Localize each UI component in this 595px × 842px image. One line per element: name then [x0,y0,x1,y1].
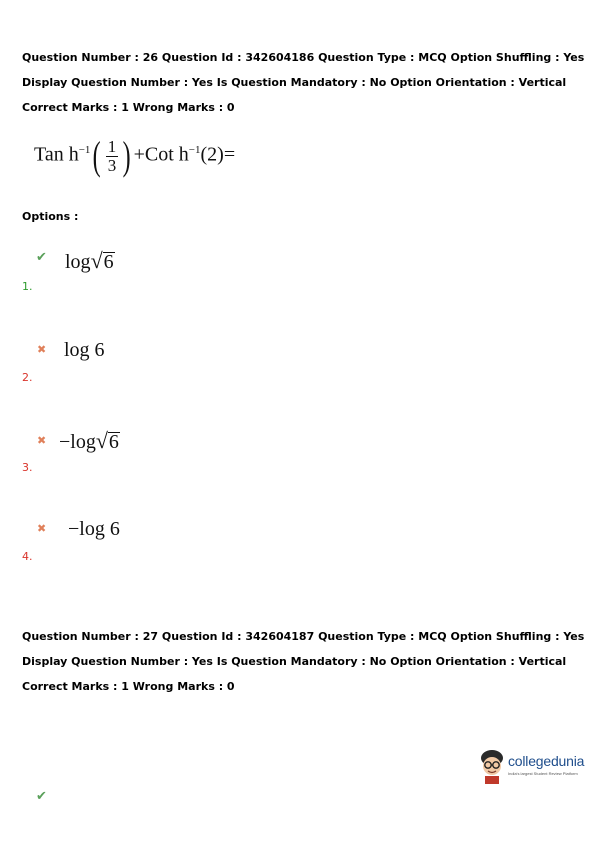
formula-inverse-exponent: −1 [78,143,91,156]
q27-info-line-2: Display Question Number : Yes Is Question Mandatory : No Option Orientation : Vertical [22,655,567,668]
formula-inverse-exponent-2: −1 [188,143,201,156]
formula-right-paren: ) [122,133,131,178]
collegedunia-logo [478,748,588,784]
q26-info-line-2: Display Question Number : Yes Is Question Mandatory : No Option Orientation : Vertical [22,76,567,89]
formula-coth: Cot h [144,143,189,166]
q26-info-line-1: Question Number : 26 Question Id : 342604186 Question Type : MCQ Option Shuffling : Yes [22,51,585,64]
cross-icon: ✖ [37,522,47,535]
formula-equals: = [223,143,236,166]
formula-numerator: 1 [107,136,117,156]
formula-left-paren: ( [93,133,102,178]
formula-plus: + [133,143,145,166]
cross-icon: ✖ [37,434,47,447]
option-1-radicand: 6 [103,251,114,273]
q27-info-line-3: Correct Marks : 1 Wrong Marks : 0 [22,680,235,693]
option-3-radicand: 6 [108,431,119,453]
check-icon: ✔ [36,250,47,265]
logo-tagline: India's largest Student Review Platform [508,771,578,776]
option-2-text: log 6 [64,339,105,361]
student-mascot-icon [478,748,508,784]
option-1-sqrt: √6 [90,248,114,273]
check-icon: ✔ [36,789,47,804]
option-3-text [59,428,120,454]
option-4-number: 4. [22,550,33,563]
option-3-prefix: −log [59,431,96,453]
cross-icon: ✖ [37,343,47,356]
q26-info-line-3: Correct Marks : 1 Wrong Marks : 0 [22,101,235,114]
option-4-text: −log 6 [68,518,120,540]
option-2-number: 2. [22,371,33,384]
formula-denominator: 3 [107,155,117,175]
formula-tanh: Tan h [34,143,79,166]
option-1-number: 1. [22,280,33,293]
options-label: Options : [22,210,79,223]
option-1-text [65,248,115,274]
q26-question-formula [34,133,236,178]
option-3-sqrt: √6 [95,428,119,453]
q27-info-line-1: Question Number : 27 Question Id : 342604187 Question Type : MCQ Option Shuffling : Yes [22,630,585,643]
option-3-number: 3. [22,461,33,474]
option-1-prefix: log [65,251,91,273]
formula-fraction [106,138,119,175]
logo-wordmark: collegedunia [508,753,585,769]
formula-argument: (2) [200,143,224,166]
